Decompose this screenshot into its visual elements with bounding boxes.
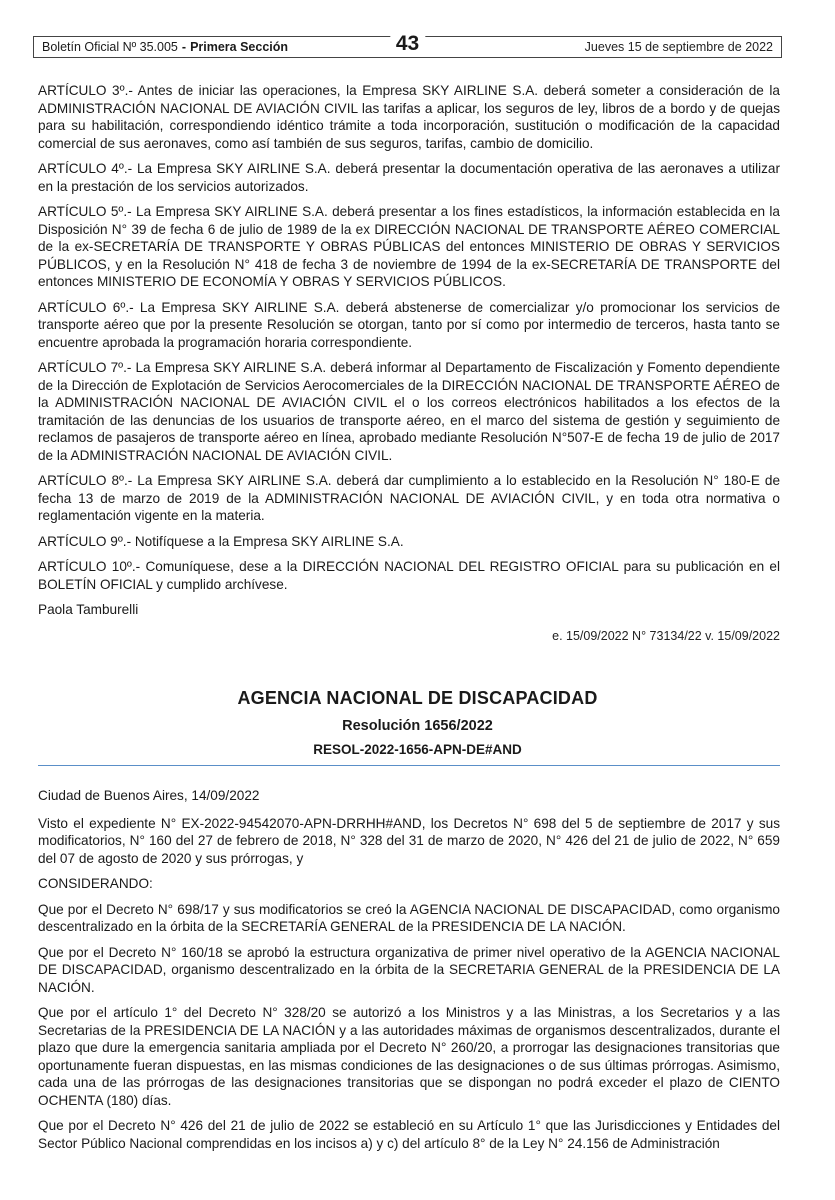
- header-left: [42, 40, 288, 54]
- section-divider: [38, 765, 780, 766]
- considerando-4: Que por el Decreto N° 426 del 21 de julio de 2022 se estableció en su Artículo 1° que las Jurisdicciones y Entidades del Sector Público Nacional comprendidas en los incisos a) y c) del artículo 8° de la Ley N° 24.156 de Administración: [38, 1118, 780, 1151]
- publication-reference: e. 15/09/2022 N° 73134/22 v. 15/09/2022: [552, 628, 780, 643]
- section-name: Primera Sección: [190, 40, 289, 54]
- signature: Paola Tamburelli: [38, 602, 139, 617]
- article-6: ARTÍCULO 6º.- La Empresa SKY AIRLINE S.A. deberá abstenerse de comercializar y/o promocionar los servicios de transporte aéreo que por la presente Resolución se otorgan, tanto por sí como por intermedio de terceros, hasta tanto se encuentre aprobada la programación horaria correspondiente.: [38, 299, 780, 350]
- article-8: ARTÍCULO 8º.- La Empresa SKY AIRLINE S.A. deberá dar cumplimiento a lo establecido en la Resolución N° 180-E de fecha 13 de marzo de 2019 de la ADMINISTRACIÓN NACIONAL DE AVIACIÓN CIVIL, y en toda otra normativa o reglamentación vigente en la materia.: [38, 473, 780, 523]
- visto-paragraph: Visto el expediente N° EX-2022-94542070-APN-DRRHH#AND, los Decretos N° 698 del 5 de septiembre de 2017 y sus modificatorios, N° 160 del 27 de febrero de 2018, N° 328 del 31 de marzo de 2020, N° 426 del 21 de julio de 2022, N° 659 del 07 de agosto de 2020 y sus prórrogas, y: [38, 815, 780, 866]
- article-4: ARTÍCULO 4º.- La Empresa SKY AIRLINE S.A. deberá presentar la documentación operativa de las aeronaves a utilizar en la prestación de los servicios autorizados.: [38, 161, 780, 194]
- page-header: [33, 32, 782, 58]
- resolution-body: [38, 787, 780, 1160]
- article-7: ARTÍCULO 7º.- La Empresa SKY AIRLINE S.A. deberá informar al Departamento de Fiscalización y Fomento dependiente de la Dirección de Explotación de Servicios Aerocomerciales de la DIRECCIÓN NACIONAL DE TRANSPORTE AÉREO de la ADMINISTRACIÓN NACIONAL DE AVIACIÓN CIVIL el o los correos electrónicos habilitados a los efectos de la tramitación de las denuncias de los usuarios de transporte aéreo, en el marco del sistema de gestión y seguimiento de reclamos de pasajeros de transporte aéreo en línea, aprobado mediante Resolución N°507-E de fecha 19 de julio de 2017 de la ADMINISTRACIÓN NACIONAL DE AVIACIÓN CIVIL.: [38, 360, 780, 463]
- article-10: ARTÍCULO 10º.- Comuníquese, dese a la DIRECCIÓN NACIONAL DEL REGISTRO OFICIAL para su publicación en el BOLETÍN OFICIAL y cumplido archívese.: [38, 559, 780, 592]
- bulletin-number: Boletín Oficial Nº 35.005: [42, 40, 178, 54]
- agency-title: AGENCIA NACIONAL DE DISCAPACIDAD: [237, 688, 598, 708]
- considerando-1: Que por el Decreto N° 698/17 y sus modificatorios se creó la AGENCIA NACIONAL DE DISCAPACIDAD, como organismo descentralizado en la órbita de la SECRETARÍA GENERAL de la PRESIDENCIA DE LA NACIÓN.: [38, 901, 780, 934]
- considerando-heading: CONSIDERANDO:: [38, 876, 153, 891]
- previous-resolution-body: [38, 82, 780, 643]
- resolution-code: RESOL-2022-1656-APN-DE#AND: [313, 742, 522, 757]
- header-date: Jueves 15 de septiembre de 2022: [584, 40, 773, 54]
- city-date: Ciudad de Buenos Aires, 14/09/2022: [38, 788, 260, 803]
- considerando-2: Que por el Decreto N° 160/18 se aprobó la estructura organizativa de primer nivel operativo de la AGENCIA NACIONAL DE DISCAPACIDAD, organismo descentralizado en la órbita de la SECRETARIA GENERAL de la PRESIDENCIA DE LA NACIÓN.: [38, 944, 780, 995]
- resolution-title: Resolución 1656/2022: [342, 718, 493, 734]
- page-number: 43: [390, 32, 425, 56]
- article-3: ARTÍCULO 3º.- Antes de iniciar las operaciones, la Empresa SKY AIRLINE S.A. deberá someter a consideración de la ADMINISTRACIÓN NACIONAL DE AVIACIÓN CIVIL las tarifas a aplicar, los seguros de ley, libros de a bordo y de quejas para su habilitación, correspondiendo idéntico trámite a toda incorporación, sustitución o modificación de la capacidad comercial de sus aeronaves, como así también de sus seguros, tarifas, cambio de domicilio.: [38, 83, 780, 151]
- article-9: ARTÍCULO 9º.- Notifíquese a la Empresa SKY AIRLINE S.A.: [38, 533, 404, 549]
- article-5: ARTÍCULO 5º.- La Empresa SKY AIRLINE S.A. deberá presentar a los fines estadísticos, la información establecida en la Disposición N° 39 de fecha 6 de julio de 1989 de la ex DIRECCIÓN NACIONAL DE TRANSPORTE AÉREO COMERCIAL de la ex-SECRETARÍA DE TRANSPORTE Y OBRAS PÚBLICAS del entonces MINISTERIO DE OBRAS Y SERVICIOS PÚBLICOS, y en la Resolución N° 418 de fecha 3 de noviembre de 1994 de la ex-SECRETARÍA DE TRANSPORTE del entonces MINISTERIO DE ECONOMÍA Y OBRAS Y SERVICIOS PÚBLICOS.: [38, 204, 780, 289]
- considerando-3: Que por el artículo 1° del Decreto N° 328/20 se autorizó a los Ministros y a las Ministras, a los Secretarios y a las Secretarias de la PRESIDENCIA DE LA NACIÓN y a las autoridades máximas de organismos descentralizados, durante el plazo que dure la emergencia sanitaria ampliada por el Decreto N° 260/20, a prorrogar las designaciones transitorias que oportunamente fueran dispuestas, en las mismas condiciones de las designaciones o de sus últimas prórrogas. Asimismo, cada una de las prórrogas de las designaciones transitorias que se dispongan no podrá exceder el plazo de CIENTO OCHENTA (180) días.: [38, 1005, 780, 1108]
- header-separator: -: [181, 40, 187, 54]
